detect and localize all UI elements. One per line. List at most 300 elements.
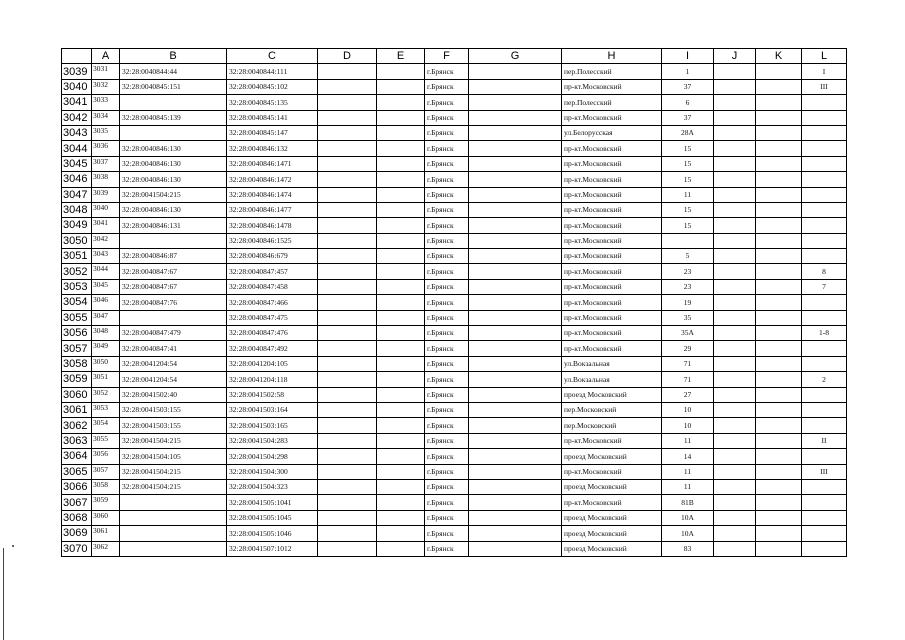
row-number[interactable]: 3067: [62, 495, 92, 510]
cell-l[interactable]: [802, 341, 847, 356]
cell-k[interactable]: [756, 418, 802, 433]
row-number[interactable]: 3058: [62, 356, 92, 371]
cell-l[interactable]: [802, 310, 847, 325]
cell-d[interactable]: [318, 110, 377, 125]
cell-d[interactable]: [318, 541, 377, 556]
cell-l[interactable]: 1-8: [802, 326, 847, 341]
cell-b[interactable]: [120, 233, 227, 248]
column-header-l[interactable]: L: [802, 49, 847, 64]
cell-d[interactable]: [318, 387, 377, 402]
cell-j[interactable]: [714, 141, 756, 156]
cell-g[interactable]: [469, 187, 562, 202]
cell-d[interactable]: [318, 356, 377, 371]
cell-b[interactable]: 32:28:0041503:155: [120, 402, 227, 417]
cell-k[interactable]: [756, 202, 802, 217]
cell-l[interactable]: [802, 233, 847, 248]
cell-c[interactable]: 32:28:0041504:323: [227, 479, 318, 494]
cell-i[interactable]: 71: [662, 372, 714, 387]
cell-d[interactable]: [318, 479, 377, 494]
cell-l[interactable]: [802, 218, 847, 233]
cell-k[interactable]: [756, 372, 802, 387]
row-number[interactable]: 3052: [62, 264, 92, 279]
cell-g[interactable]: [469, 64, 562, 79]
column-header-i[interactable]: I: [662, 49, 714, 64]
cell-j[interactable]: [714, 372, 756, 387]
cell-h[interactable]: пр-кт.Московский: [562, 249, 662, 264]
cell-e[interactable]: [377, 356, 425, 371]
cell-e[interactable]: [377, 218, 425, 233]
cell-i[interactable]: 6: [662, 95, 714, 110]
row-number[interactable]: 3040: [62, 79, 92, 94]
row-number[interactable]: 3063: [62, 433, 92, 448]
cell-b[interactable]: 32:28:0041204:54: [120, 356, 227, 371]
cell-h[interactable]: пер.Полесский: [562, 95, 662, 110]
cell-f[interactable]: г.Брянск: [425, 79, 469, 94]
cell-f[interactable]: г.Брянск: [425, 187, 469, 202]
cell-d[interactable]: [318, 141, 377, 156]
cell-e[interactable]: [377, 249, 425, 264]
row-number[interactable]: 3064: [62, 449, 92, 464]
cell-k[interactable]: [756, 172, 802, 187]
cell-g[interactable]: [469, 172, 562, 187]
cell-j[interactable]: [714, 156, 756, 171]
cell-b[interactable]: 32:28:0041204:54: [120, 372, 227, 387]
cell-g[interactable]: [469, 233, 562, 248]
row-number[interactable]: 3049: [62, 218, 92, 233]
row-number[interactable]: 3039: [62, 64, 92, 79]
cell-k[interactable]: [756, 402, 802, 417]
cell-j[interactable]: [714, 541, 756, 556]
cell-g[interactable]: [469, 202, 562, 217]
cell-g[interactable]: [469, 433, 562, 448]
cell-f[interactable]: г.Брянск: [425, 249, 469, 264]
cell-k[interactable]: [756, 249, 802, 264]
cell-a[interactable]: 3035: [92, 125, 120, 140]
cell-l[interactable]: I: [802, 64, 847, 79]
cell-j[interactable]: [714, 295, 756, 310]
cell-f[interactable]: г.Брянск: [425, 172, 469, 187]
row-number[interactable]: 3045: [62, 156, 92, 171]
cell-a[interactable]: 3055: [92, 433, 120, 448]
cell-h[interactable]: пр-кт.Московский: [562, 279, 662, 294]
cell-i[interactable]: 5: [662, 249, 714, 264]
cell-g[interactable]: [469, 110, 562, 125]
cell-d[interactable]: [318, 125, 377, 140]
cell-j[interactable]: [714, 464, 756, 479]
cell-i[interactable]: 35А: [662, 326, 714, 341]
cell-e[interactable]: [377, 433, 425, 448]
cell-e[interactable]: [377, 510, 425, 525]
cell-d[interactable]: [318, 95, 377, 110]
row-number[interactable]: 3068: [62, 510, 92, 525]
cell-a[interactable]: 3059: [92, 495, 120, 510]
cell-l[interactable]: [802, 110, 847, 125]
cell-a[interactable]: 3034: [92, 110, 120, 125]
cell-c[interactable]: 32:28:0040846:1478: [227, 218, 318, 233]
cell-c[interactable]: 32:28:0040847:458: [227, 279, 318, 294]
cell-f[interactable]: г.Брянск: [425, 372, 469, 387]
cell-c[interactable]: 32:28:0041504:300: [227, 464, 318, 479]
row-number[interactable]: 3042: [62, 110, 92, 125]
cell-f[interactable]: г.Брянск: [425, 495, 469, 510]
cell-d[interactable]: [318, 433, 377, 448]
cell-d[interactable]: [318, 187, 377, 202]
cell-a[interactable]: 3054: [92, 418, 120, 433]
cell-k[interactable]: [756, 79, 802, 94]
cell-e[interactable]: [377, 233, 425, 248]
column-header-c[interactable]: C: [227, 49, 318, 64]
cell-a[interactable]: 3045: [92, 279, 120, 294]
cell-e[interactable]: [377, 64, 425, 79]
cell-b[interactable]: 32:28:0041504:215: [120, 464, 227, 479]
cell-k[interactable]: [756, 218, 802, 233]
cell-f[interactable]: г.Брянск: [425, 356, 469, 371]
row-number[interactable]: 3053: [62, 279, 92, 294]
cell-k[interactable]: [756, 141, 802, 156]
cell-i[interactable]: 27: [662, 387, 714, 402]
cell-a[interactable]: 3057: [92, 464, 120, 479]
cell-d[interactable]: [318, 326, 377, 341]
cell-g[interactable]: [469, 495, 562, 510]
cell-j[interactable]: [714, 110, 756, 125]
cell-g[interactable]: [469, 541, 562, 556]
row-number[interactable]: 3066: [62, 479, 92, 494]
cell-e[interactable]: [377, 295, 425, 310]
cell-b[interactable]: 32:28:0040846:130: [120, 141, 227, 156]
cell-d[interactable]: [318, 402, 377, 417]
cell-i[interactable]: 11: [662, 187, 714, 202]
cell-g[interactable]: [469, 79, 562, 94]
cell-l[interactable]: [802, 402, 847, 417]
cell-d[interactable]: [318, 341, 377, 356]
cell-e[interactable]: [377, 202, 425, 217]
cell-i[interactable]: 11: [662, 479, 714, 494]
cell-d[interactable]: [318, 172, 377, 187]
cell-g[interactable]: [469, 526, 562, 541]
column-header-a[interactable]: A: [92, 49, 120, 64]
cell-h[interactable]: проезд Московский: [562, 387, 662, 402]
cell-j[interactable]: [714, 249, 756, 264]
cell-l[interactable]: [802, 249, 847, 264]
cell-g[interactable]: [469, 95, 562, 110]
cell-j[interactable]: [714, 449, 756, 464]
cell-a[interactable]: 3051: [92, 372, 120, 387]
cell-b[interactable]: 32:28:0040847:67: [120, 279, 227, 294]
cell-k[interactable]: [756, 449, 802, 464]
cell-d[interactable]: [318, 249, 377, 264]
cell-b[interactable]: 32:28:0040847:76: [120, 295, 227, 310]
cell-h[interactable]: пер.Московский: [562, 402, 662, 417]
cell-a[interactable]: 3040: [92, 202, 120, 217]
cell-e[interactable]: [377, 279, 425, 294]
cell-k[interactable]: [756, 310, 802, 325]
cell-c[interactable]: 32:28:0041204:105: [227, 356, 318, 371]
cell-l[interactable]: III: [802, 79, 847, 94]
corner-header-cell[interactable]: [62, 49, 92, 64]
cell-e[interactable]: [377, 141, 425, 156]
cell-c[interactable]: 32:28:0040846:1471: [227, 156, 318, 171]
cell-a[interactable]: 3031: [92, 64, 120, 79]
cell-a[interactable]: 3038: [92, 172, 120, 187]
cell-h[interactable]: пр-кт.Московский: [562, 310, 662, 325]
cell-e[interactable]: [377, 110, 425, 125]
cell-b[interactable]: 32:28:0040845:151: [120, 79, 227, 94]
cell-f[interactable]: г.Брянск: [425, 64, 469, 79]
cell-e[interactable]: [377, 264, 425, 279]
cell-g[interactable]: [469, 125, 562, 140]
cell-j[interactable]: [714, 202, 756, 217]
cell-l[interactable]: [802, 541, 847, 556]
cell-d[interactable]: [318, 310, 377, 325]
cell-g[interactable]: [469, 141, 562, 156]
cell-k[interactable]: [756, 295, 802, 310]
cell-d[interactable]: [318, 464, 377, 479]
cell-l[interactable]: [802, 172, 847, 187]
cell-b[interactable]: 32:28:0041504:105: [120, 449, 227, 464]
cell-b[interactable]: 32:28:0041502:40: [120, 387, 227, 402]
cell-a[interactable]: 3056: [92, 449, 120, 464]
cell-h[interactable]: пер.Московский: [562, 418, 662, 433]
cell-i[interactable]: 81В: [662, 495, 714, 510]
cell-c[interactable]: 32:28:0040847:457: [227, 264, 318, 279]
cell-a[interactable]: 3032: [92, 79, 120, 94]
cell-k[interactable]: [756, 95, 802, 110]
cell-d[interactable]: [318, 64, 377, 79]
cell-f[interactable]: г.Брянск: [425, 141, 469, 156]
cell-e[interactable]: [377, 526, 425, 541]
row-number[interactable]: 3060: [62, 387, 92, 402]
cell-b[interactable]: 32:28:0040847:479: [120, 326, 227, 341]
cell-b[interactable]: 32:28:0040846:130: [120, 202, 227, 217]
cell-b[interactable]: [120, 125, 227, 140]
cell-c[interactable]: 32:28:0041505:1046: [227, 526, 318, 541]
row-number[interactable]: 3041: [62, 95, 92, 110]
cell-h[interactable]: проезд Московский: [562, 449, 662, 464]
cell-d[interactable]: [318, 295, 377, 310]
cell-i[interactable]: 1: [662, 64, 714, 79]
cell-j[interactable]: [714, 64, 756, 79]
cell-i[interactable]: 71: [662, 356, 714, 371]
cell-i[interactable]: 10: [662, 418, 714, 433]
cell-c[interactable]: 32:28:0041504:298: [227, 449, 318, 464]
cell-e[interactable]: [377, 464, 425, 479]
cell-i[interactable]: 11: [662, 433, 714, 448]
cell-l[interactable]: [802, 449, 847, 464]
cell-h[interactable]: проезд Московский: [562, 510, 662, 525]
cell-j[interactable]: [714, 356, 756, 371]
cell-l[interactable]: [802, 526, 847, 541]
cell-k[interactable]: [756, 64, 802, 79]
cell-d[interactable]: [318, 495, 377, 510]
cell-a[interactable]: 3043: [92, 249, 120, 264]
cell-f[interactable]: г.Брянск: [425, 233, 469, 248]
cell-b[interactable]: [120, 495, 227, 510]
cell-i[interactable]: [662, 233, 714, 248]
column-header-e[interactable]: E: [377, 49, 425, 64]
cell-j[interactable]: [714, 495, 756, 510]
cell-b[interactable]: 32:28:0040845:139: [120, 110, 227, 125]
cell-a[interactable]: 3058: [92, 479, 120, 494]
row-number[interactable]: 3069: [62, 526, 92, 541]
cell-d[interactable]: [318, 264, 377, 279]
cell-b[interactable]: [120, 510, 227, 525]
cell-h[interactable]: ул.Вокзальная: [562, 372, 662, 387]
cell-c[interactable]: 32:28:0040846:1474: [227, 187, 318, 202]
column-header-h[interactable]: H: [562, 49, 662, 64]
cell-j[interactable]: [714, 264, 756, 279]
cell-f[interactable]: г.Брянск: [425, 510, 469, 525]
cell-c[interactable]: 32:28:0041503:165: [227, 418, 318, 433]
cell-l[interactable]: II: [802, 433, 847, 448]
cell-e[interactable]: [377, 326, 425, 341]
cell-a[interactable]: 3061: [92, 526, 120, 541]
cell-h[interactable]: пр-кт.Московский: [562, 218, 662, 233]
cell-e[interactable]: [377, 479, 425, 494]
cell-i[interactable]: 29: [662, 341, 714, 356]
cell-c[interactable]: 32:28:0041502:58: [227, 387, 318, 402]
cell-e[interactable]: [377, 402, 425, 417]
cell-i[interactable]: 19: [662, 295, 714, 310]
cell-b[interactable]: 32:28:0041503:155: [120, 418, 227, 433]
cell-e[interactable]: [377, 187, 425, 202]
cell-k[interactable]: [756, 110, 802, 125]
cell-j[interactable]: [714, 218, 756, 233]
row-number[interactable]: 3055: [62, 310, 92, 325]
row-number[interactable]: 3051: [62, 249, 92, 264]
cell-e[interactable]: [377, 79, 425, 94]
cell-k[interactable]: [756, 510, 802, 525]
cell-i[interactable]: 83: [662, 541, 714, 556]
cell-a[interactable]: 3060: [92, 510, 120, 525]
cell-c[interactable]: 32:28:0040847:492: [227, 341, 318, 356]
cell-l[interactable]: 2: [802, 372, 847, 387]
cell-k[interactable]: [756, 387, 802, 402]
cell-f[interactable]: г.Брянск: [425, 402, 469, 417]
cell-i[interactable]: 14: [662, 449, 714, 464]
cell-k[interactable]: [756, 264, 802, 279]
cell-l[interactable]: [802, 95, 847, 110]
cell-e[interactable]: [377, 310, 425, 325]
cell-c[interactable]: 32:28:0040846:679: [227, 249, 318, 264]
cell-j[interactable]: [714, 279, 756, 294]
cell-d[interactable]: [318, 202, 377, 217]
cell-a[interactable]: 3042: [92, 233, 120, 248]
cell-f[interactable]: г.Брянск: [425, 310, 469, 325]
cell-k[interactable]: [756, 356, 802, 371]
cell-a[interactable]: 3052: [92, 387, 120, 402]
cell-j[interactable]: [714, 187, 756, 202]
column-header-d[interactable]: D: [318, 49, 377, 64]
cell-f[interactable]: г.Брянск: [425, 449, 469, 464]
cell-f[interactable]: г.Брянск: [425, 95, 469, 110]
cell-a[interactable]: 3036: [92, 141, 120, 156]
cell-l[interactable]: [802, 202, 847, 217]
cell-j[interactable]: [714, 387, 756, 402]
cell-e[interactable]: [377, 418, 425, 433]
cell-f[interactable]: г.Брянск: [425, 541, 469, 556]
cell-f[interactable]: г.Брянск: [425, 433, 469, 448]
cell-e[interactable]: [377, 156, 425, 171]
row-number[interactable]: 3048: [62, 202, 92, 217]
cell-b[interactable]: [120, 95, 227, 110]
cell-d[interactable]: [318, 233, 377, 248]
cell-i[interactable]: 15: [662, 172, 714, 187]
row-number[interactable]: 3047: [62, 187, 92, 202]
cell-c[interactable]: 32:28:0040846:1525: [227, 233, 318, 248]
cell-c[interactable]: 32:28:0040845:147: [227, 125, 318, 140]
cell-a[interactable]: 3046: [92, 295, 120, 310]
row-number[interactable]: 3065: [62, 464, 92, 479]
cell-h[interactable]: пр-кт.Московский: [562, 464, 662, 479]
row-number[interactable]: 3054: [62, 295, 92, 310]
cell-i[interactable]: 37: [662, 110, 714, 125]
cell-b[interactable]: 32:28:0040844:44: [120, 64, 227, 79]
cell-j[interactable]: [714, 526, 756, 541]
cell-h[interactable]: пр-кт.Московский: [562, 156, 662, 171]
row-number[interactable]: 3044: [62, 141, 92, 156]
cell-g[interactable]: [469, 510, 562, 525]
cell-i[interactable]: 35: [662, 310, 714, 325]
cell-e[interactable]: [377, 125, 425, 140]
cell-k[interactable]: [756, 495, 802, 510]
cell-c[interactable]: 32:28:0041507:1012: [227, 541, 318, 556]
cell-f[interactable]: г.Брянск: [425, 218, 469, 233]
cell-d[interactable]: [318, 218, 377, 233]
cell-l[interactable]: [802, 418, 847, 433]
cell-e[interactable]: [377, 387, 425, 402]
cell-h[interactable]: проезд Московский: [562, 479, 662, 494]
cell-e[interactable]: [377, 541, 425, 556]
cell-j[interactable]: [714, 310, 756, 325]
row-number[interactable]: 3061: [62, 402, 92, 417]
cell-h[interactable]: пр-кт.Московский: [562, 202, 662, 217]
cell-i[interactable]: 15: [662, 202, 714, 217]
cell-g[interactable]: [469, 326, 562, 341]
row-number[interactable]: 3056: [62, 326, 92, 341]
cell-h[interactable]: пр-кт.Московский: [562, 141, 662, 156]
cell-c[interactable]: 32:28:0040846:132: [227, 141, 318, 156]
cell-h[interactable]: ул.Белорусская: [562, 125, 662, 140]
cell-d[interactable]: [318, 418, 377, 433]
cell-f[interactable]: г.Брянск: [425, 295, 469, 310]
cell-l[interactable]: [802, 141, 847, 156]
cell-k[interactable]: [756, 156, 802, 171]
cell-l[interactable]: [802, 295, 847, 310]
cell-a[interactable]: 3049: [92, 341, 120, 356]
cell-j[interactable]: [714, 326, 756, 341]
cell-l[interactable]: [802, 356, 847, 371]
cell-b[interactable]: [120, 526, 227, 541]
cell-h[interactable]: ул.Вокзальная: [562, 356, 662, 371]
cell-h[interactable]: пр-кт.Московский: [562, 433, 662, 448]
cell-h[interactable]: пр-кт.Московский: [562, 264, 662, 279]
cell-c[interactable]: 32:28:0041204:118: [227, 372, 318, 387]
cell-c[interactable]: 32:28:0040844:111: [227, 64, 318, 79]
cell-l[interactable]: [802, 187, 847, 202]
cell-i[interactable]: 37: [662, 79, 714, 94]
cell-j[interactable]: [714, 341, 756, 356]
cell-f[interactable]: г.Брянск: [425, 279, 469, 294]
cell-b[interactable]: 32:28:0041504:215: [120, 433, 227, 448]
cell-l[interactable]: 7: [802, 279, 847, 294]
cell-h[interactable]: пр-кт.Московский: [562, 187, 662, 202]
cell-i[interactable]: 23: [662, 264, 714, 279]
cell-f[interactable]: г.Брянск: [425, 341, 469, 356]
cell-c[interactable]: 32:28:0041505:1041: [227, 495, 318, 510]
cell-b[interactable]: 32:28:0040847:41: [120, 341, 227, 356]
cell-a[interactable]: 3039: [92, 187, 120, 202]
cell-f[interactable]: г.Брянск: [425, 202, 469, 217]
